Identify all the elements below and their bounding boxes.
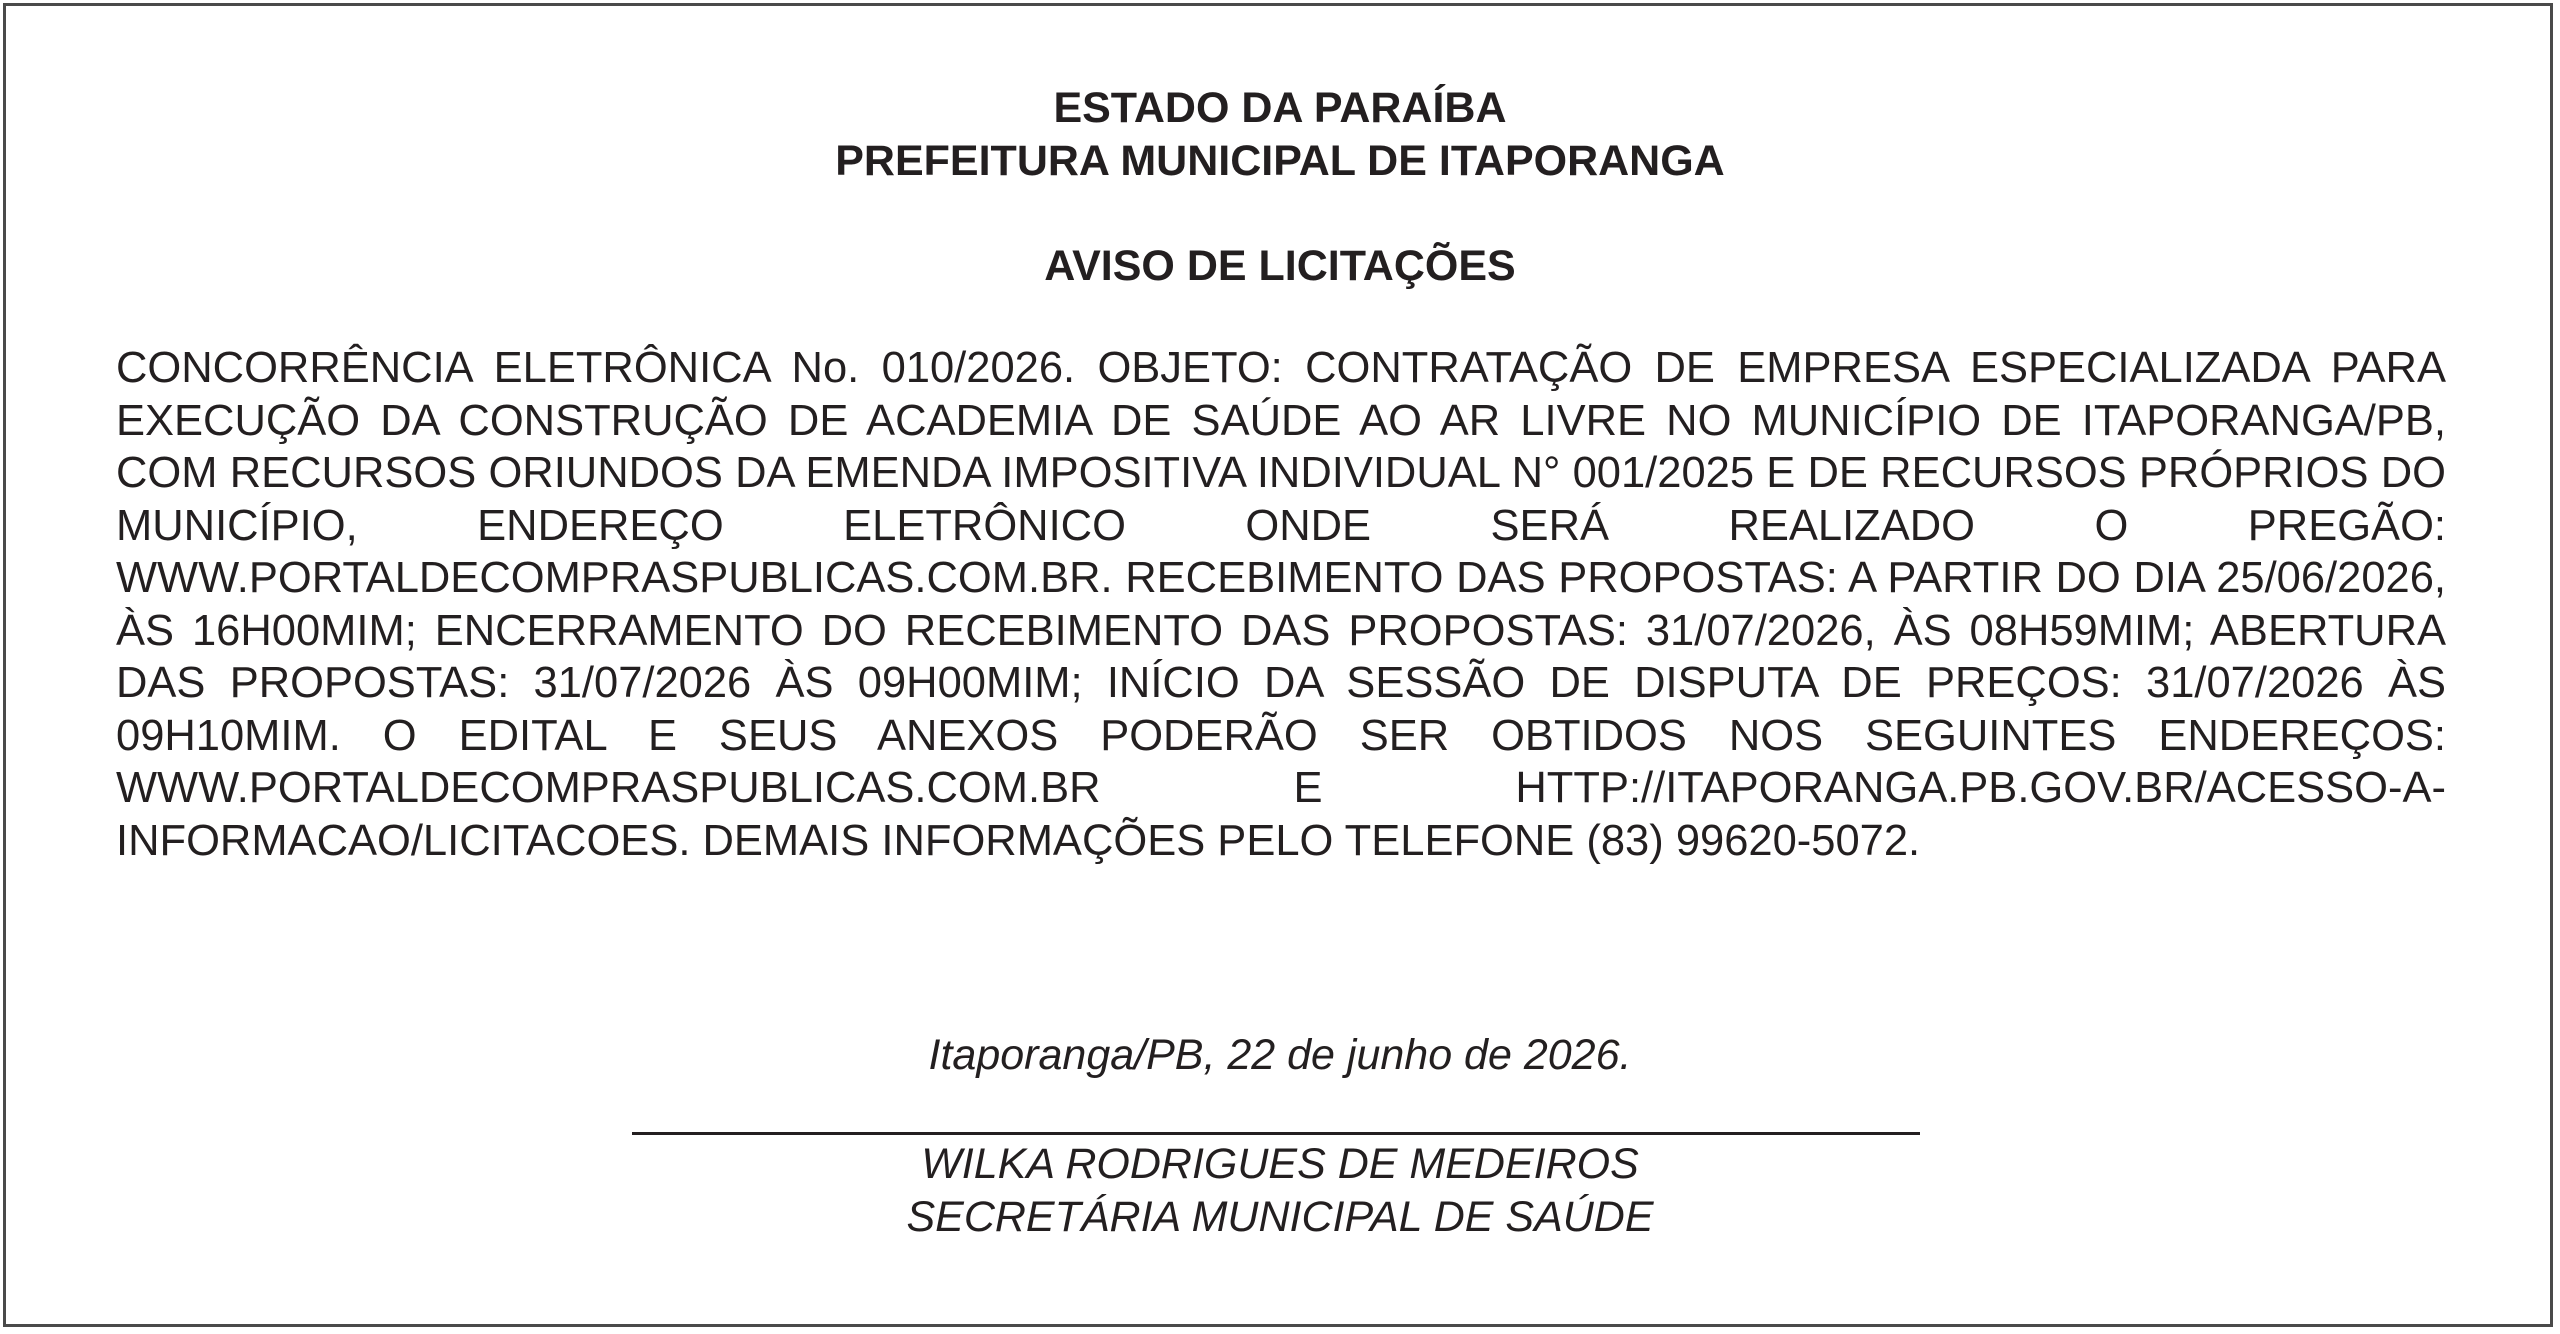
document-header: [0, 82, 2560, 188]
signatory-role: SECRETÁRIA MUNICIPAL DE SAÚDE: [906, 1193, 1654, 1241]
signature-line: [632, 1132, 1920, 1135]
municipality-heading: PREFEITURA MUNICIPAL DE ITAPORANGA: [835, 137, 1725, 185]
place-and-date: Itaporanga/PB, 22 de junho de 2026.: [928, 1031, 1632, 1079]
signatory-name: WILKA RODRIGUES DE MEDEIROS: [921, 1140, 1639, 1188]
notice-title: AVISO DE LICITAÇÕES: [1044, 242, 1516, 290]
notice-body: CONCORRÊNCIA ELETRÔNICA No. 010/2026. OBJETO: CONTRATAÇÃO DE EMPRESA ESPECIALIZADA PARA EXECUÇÃO DA CONSTRUÇÃO DE ACADEMIA DE SAÚDE AO AR LIVRE NO MUNICÍPIO DE ITAPORANGA/PB, COM RECURSOS ORIUNDOS DA EMENDA IMPOSITIVA INDIVIDUAL N° 001/2025 E DE RECURSOS PRÓPRIOS DO MUNICÍPIO, ENDEREÇO ELETRÔNICO ONDE SERÁ REALIZADO O PREGÃO: WWW.PORTALDECOMPRASPUBLICAS.COM.BR. RECEBIMENTO DAS PROPOSTAS: A PARTIR DO DIA 25/06/2026, ÀS 16H00MIM; ENCERRAMENTO DO RECEBIMENTO DAS PROPOSTAS: 31/07/2026, ÀS 08H59MIM; ABERTURA DAS PROPOSTAS: 31/07/2026 ÀS 09H00MIM; INÍCIO DA SESSÃO DE DISPUTA DE PREÇOS: 31/07/2026 ÀS 09H10MIM. O EDITAL E SEUS ANEXOS PODERÃO SER OBTIDOS NOS SEGUINTES ENDEREÇOS: WWW.PORTALDECOMPRASPUBLICAS.COM.BR E HTTP://ITAPORANGA.PB.GOV.BR/ACESSO-A-INFORMACAO/LICITACOES. DEMAIS INFORMAÇÕES PELO TELEFONE (83) 99620-5072.: [116, 344, 2446, 865]
state-heading: ESTADO DA PARAÍBA: [1053, 84, 1507, 132]
